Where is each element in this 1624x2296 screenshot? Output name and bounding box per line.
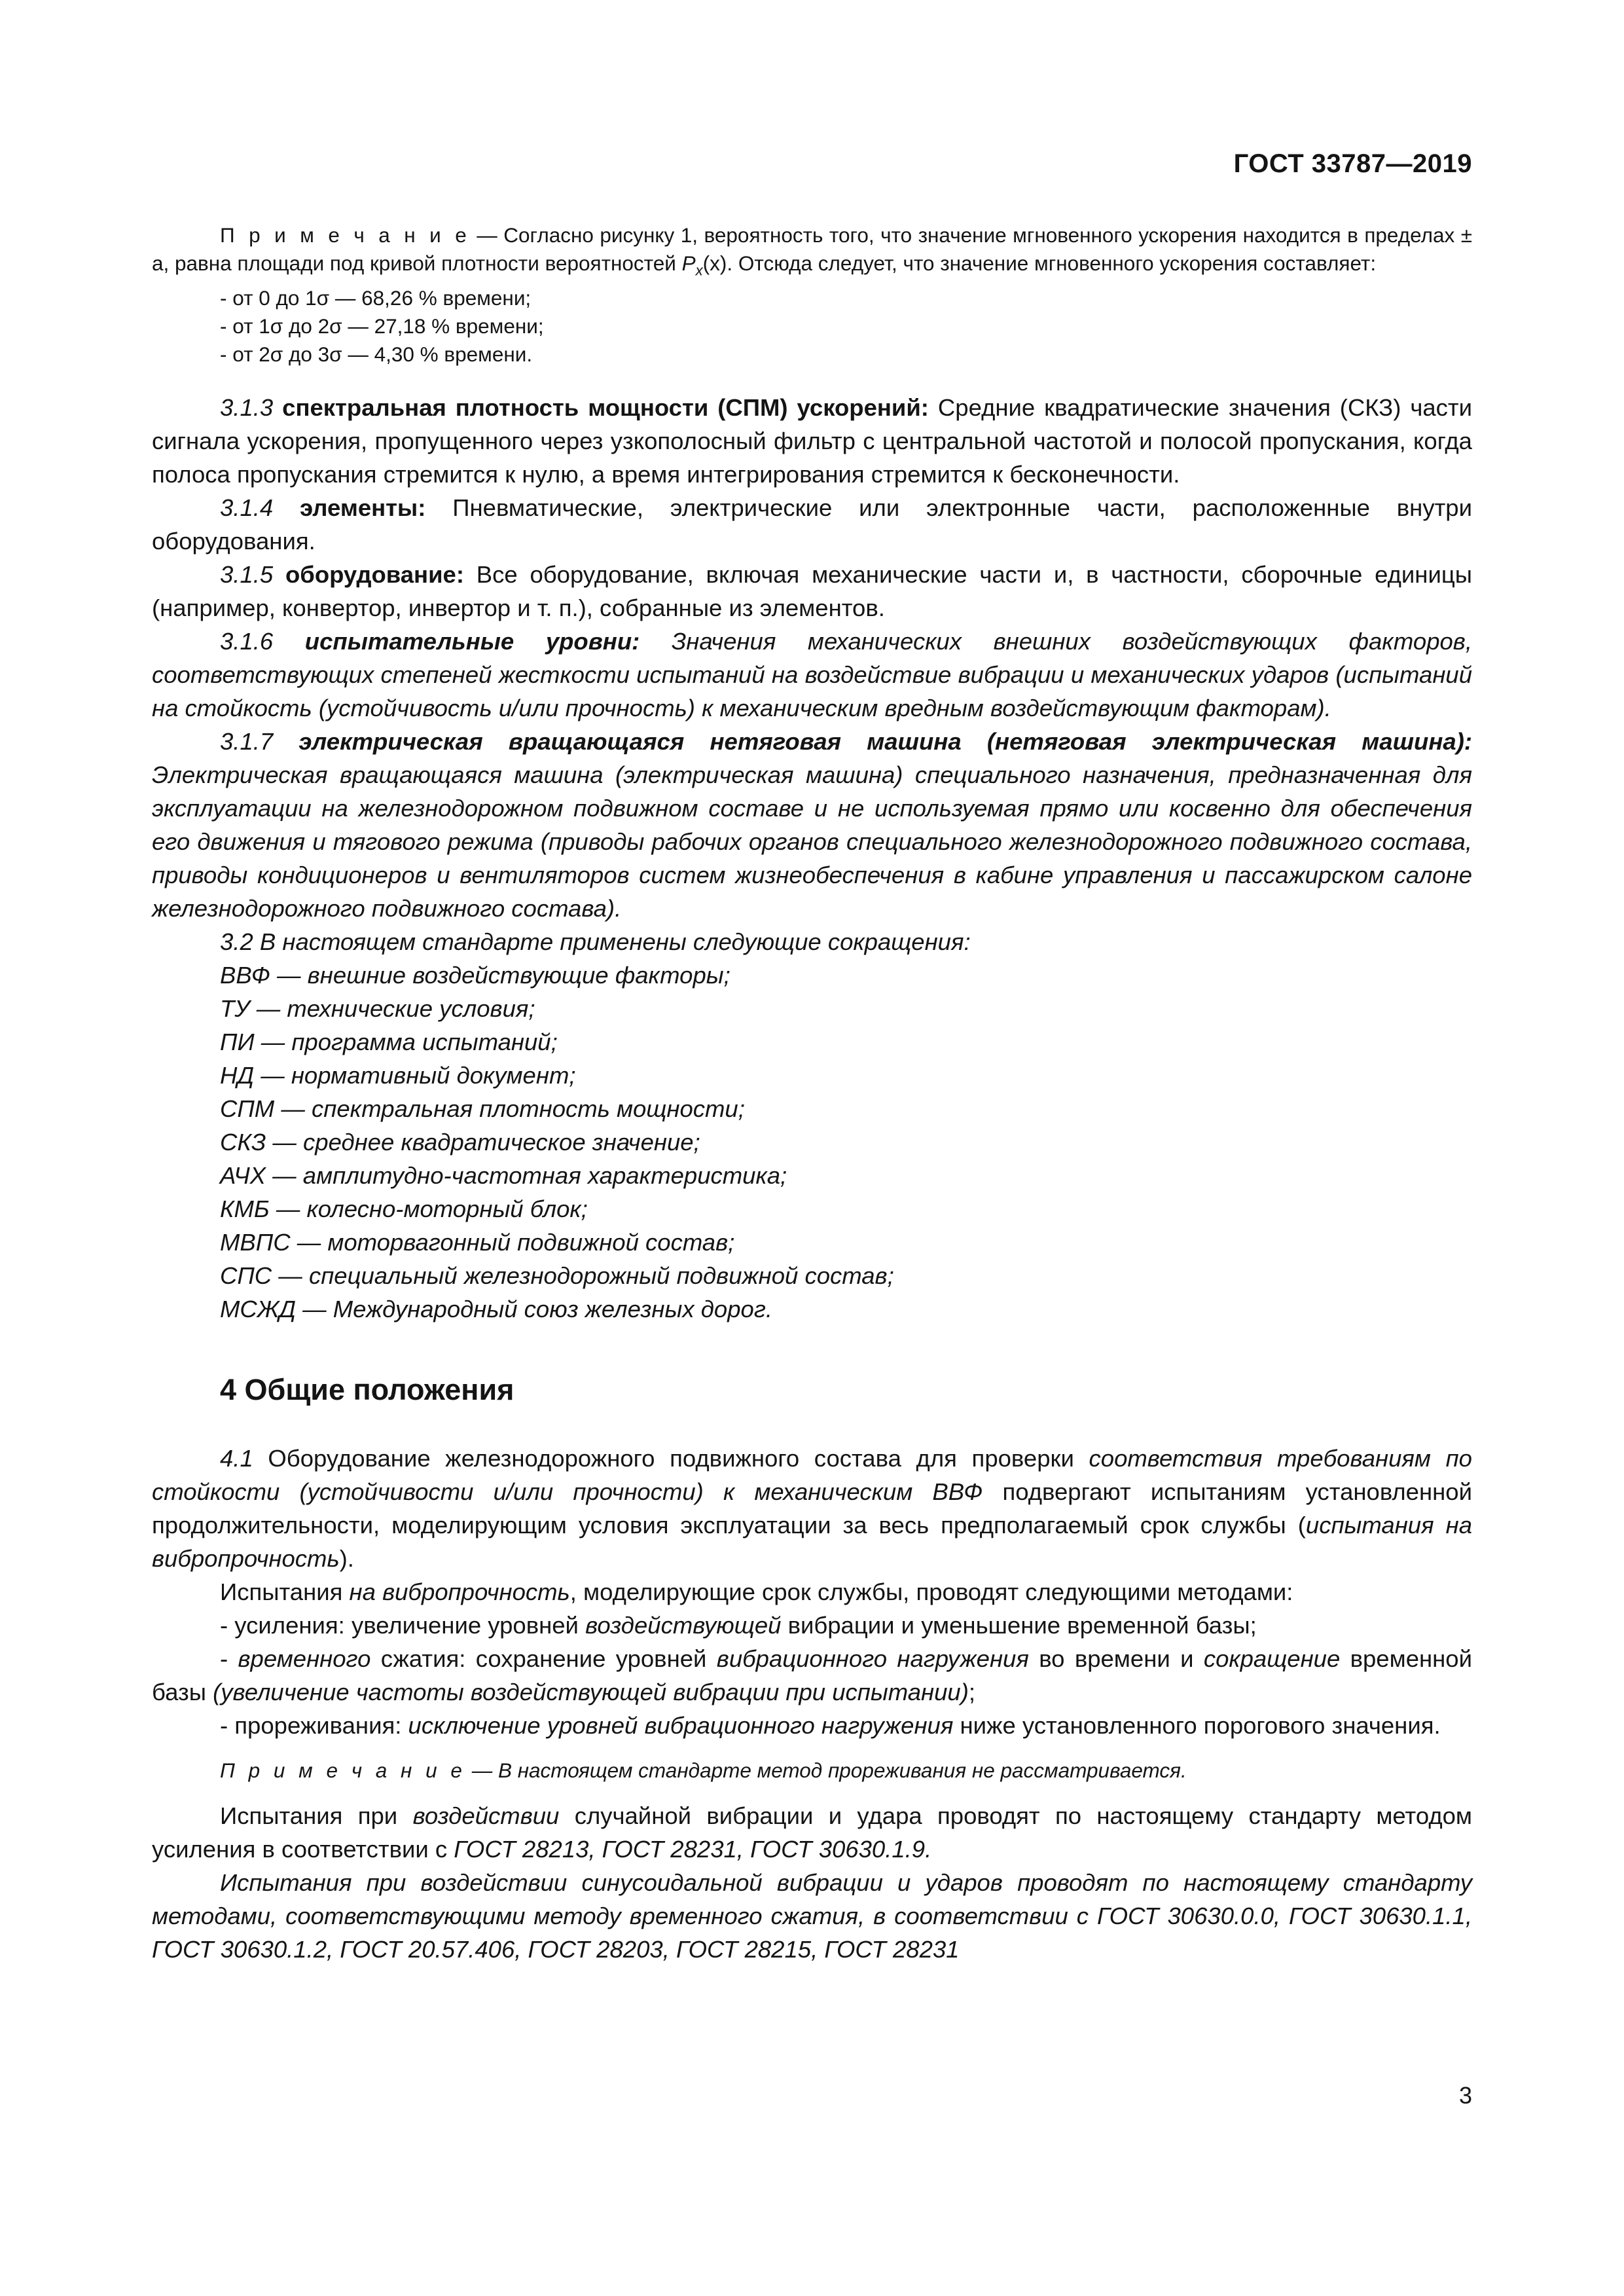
paragraph-sine-vibration: Испытания при воздействии синусоидальной вибрации и ударов проводят по настоящему стандарту методами, соответствующими методу временного сжатия, в соответствии с ГОСТ 30630.0.0, ГОСТ 30630.1.1, ГОСТ 30630.1.2, ГОСТ 20.57.406, ГОСТ 28203, ГОСТ 28215, ГОСТ 28231 <box>152 1869 1472 1963</box>
page-content <box>152 221 1472 1966</box>
section-heading: 4 Общие положения <box>220 1373 514 1407</box>
abbreviation-item: СКЗ — среднее квадратическое значение; <box>220 1129 700 1156</box>
abbreviation-item: КМБ — колесно-моторный блок; <box>220 1195 588 1223</box>
definition-3-1-3: 3.1.3 спектральная плотность мощности (СПМ) ускорений: Средние квадратические значения (СКЗ) части сигнала ускорения, пропущенного через узкополосный фильтр с центральной частотой и полосой пропускания, когда полоса пропускания стремится к нулю, а время интегрирования стремится к бесконечности. <box>152 394 1472 488</box>
definition-3-1-4: 3.1.4 элементы: Пневматические, электрические или электронные части, расположенные внутри оборудования. <box>152 494 1472 555</box>
list-item: - от 1σ до 2σ — 27,18 % времени; <box>220 314 544 338</box>
page-number: 3 <box>1458 2082 1472 2109</box>
method-amplification: - усиления: увеличение уровней воздействующей вибрации и уменьшение временной базы; <box>220 1612 1257 1639</box>
note-1 <box>152 221 1472 369</box>
definition-3-1-7: 3.1.7 электрическая вращающаяся нетяговая машина (нетяговая электрическая машина): Электрическая вращающаяся машина (электрическая машина) специального назначения, предназначенная для эксплуатации на железнодорожном подвижном составе и не используемая прямо или косвенно для обеспечения его движения и тягового режима (приводы рабочих органов специального железнодорожного подвижного состава, приводы кондиционеров и вентиляторов систем жизнеобеспечения в кабине управления и пассажирском салоне железнодорожного подвижного состава). <box>152 728 1472 922</box>
abbreviation-item: СПС — специальный железнодорожный подвижной состав; <box>220 1262 894 1290</box>
list-item: - от 2σ до 3σ — 4,30 % времени. <box>220 342 533 367</box>
paragraph-methods: Испытания на вибропрочность, моделирующие срок службы, проводят следующими методами: <box>220 1578 1293 1606</box>
note-label: П р и м е ч а н и е <box>220 1758 466 1783</box>
abbreviations-intro: 3.2 В настоящем стандарте применены следующие сокращения: <box>220 928 971 956</box>
definition-3-1-5: 3.1.5 оборудование: Все оборудование, включая механические части и, в частности, сборочные единицы (например, конвертор, инвертор и т. п.), собранные из элементов. <box>152 561 1472 622</box>
abbreviation-item: АЧХ — амплитудно-частотная характеристика; <box>220 1162 787 1190</box>
document-header: ГОСТ 33787—2019 <box>1233 149 1472 178</box>
abbreviation-item: ПИ — программа испытаний; <box>220 1029 558 1056</box>
method-thinning: - прореживания: исключение уровней вибрационного нагружения ниже установленного порогового значения. <box>220 1712 1441 1740</box>
abbreviation-item: ВВФ — внешние воздействующие факторы; <box>220 962 731 989</box>
abbreviation-item: МСЖД — Международный союз железных дорог. <box>220 1296 772 1323</box>
abbreviation-item: НД — нормативный документ; <box>220 1062 576 1089</box>
method-time-compression: - временного сжатия: сохранение уровней вибрационного нагружения во времени и сокращение временной базы (увеличение частоты воздействующей вибрации при испытании); <box>152 1645 1472 1706</box>
paragraph-4-1: 4.1 Оборудование железнодорожного подвижного состава для проверки соответствия требованиям по стойкости (устойчивости и/или прочности) к механическим ВВФ подвергают испытаниям установленной продолжительности, моделирующим условия эксплуатации за весь предполагаемый срок службы (испытания на вибропрочность). <box>152 1445 1472 1573</box>
abbreviation-item: МВПС — моторвагонный подвижной состав; <box>220 1229 735 1256</box>
list-item: - от 0 до 1σ — 68,26 % времени; <box>220 286 532 310</box>
note-1-text: П р и м е ч а н и е — Согласно рисунку 1, вероятность того, что значение мгновенного ускорения находится в пределах ± а, равна площади под кривой плотности вероятностей $P_x(x)$. Отсюда следует, что значение мгновенного ускорения составляет: <box>152 223 1473 279</box>
note-label: П р и м е ч а н и е <box>220 223 471 247</box>
definition-3-1-6: 3.1.6 испытательные уровни: Значения механических внешних воздействующих факторов, соответствующих степеней жесткости испытаний на воздействие вибрации и механических ударов (испытаний на стойкость (устойчивость и/или прочность) к механическим вредным воздействующим факторам). <box>152 628 1472 722</box>
paragraph-random-vibration: Испытания при воздействии случайной вибрации и удара проводят по настоящему стандарту методом усиления в соответствии с ГОСТ 28213, ГОСТ 28231, ГОСТ 30630.1.9. <box>152 1802 1473 1863</box>
note-2: П р и м е ч а н и е — В настоящем стандарте метод прореживания не рассматривается. <box>220 1758 1187 1783</box>
abbreviation-item: СПМ — спектральная плотность мощности; <box>220 1095 745 1123</box>
abbreviation-item: ТУ — технические условия; <box>220 995 535 1023</box>
